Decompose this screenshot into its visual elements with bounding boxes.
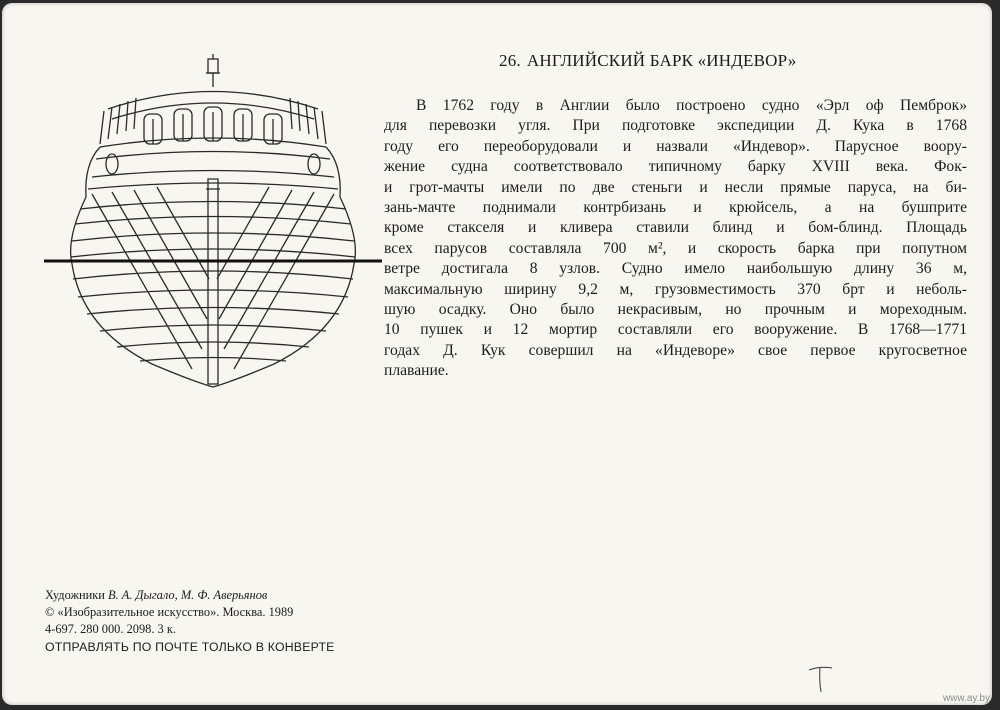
description-line: зань-мачте поднимали контрбизань и крюйсель, а на бушприте (384, 198, 967, 216)
artists-names: В. А. Дыгало, М. Ф. Аверьянов (108, 588, 268, 602)
rudder (208, 179, 218, 384)
print-code-line: 4-697. 280 000. 2098. 3 к. (45, 622, 176, 637)
watermark: www.ay.by (942, 693, 990, 704)
description-line: годах Д. Кук совершил на «Индеворе» свое первое кругосветное (384, 341, 967, 359)
description-line: кроме стакселя и кливера ставили блинд и бом-блинд. Площадь (384, 219, 967, 237)
handwritten-mark (806, 660, 836, 694)
description-line: для перевозки угля. При подготовке экспедиции Д. Кука в 1768 (384, 117, 967, 135)
ship-stern-illustration (42, 49, 387, 394)
railing-right (290, 98, 326, 144)
artists-prefix: Художники (45, 588, 105, 602)
railing-left (100, 98, 136, 144)
description-text (384, 96, 967, 381)
description-line: шую осадку. Оно было некрасивым, но прочным и мореходным. (384, 300, 967, 318)
description-line: плавание. (384, 362, 449, 380)
description-line: и грот-мачты имели по две стеньги и несли прямые паруса, на би- (384, 178, 967, 196)
lantern-icon (206, 54, 220, 87)
credits-block (45, 587, 335, 656)
mail-note: ОТПРАВЛЯТЬ ПО ПОЧТЕ ТОЛЬКО В КОНВЕРТЕ (45, 639, 335, 654)
card-title (499, 51, 796, 71)
description-line: 10 пушек и 12 мортир составляли его вооружение. В 1768—1771 (384, 321, 967, 339)
description-line: жение судна соответствовало типичному барку XVIII века. Фок- (384, 158, 967, 176)
description-line: максимальную ширину 9,2 м, грузовместимость 370 брт и неболь- (384, 280, 967, 298)
publisher-line: © «Изобразительное искусство». Москва. 1989 (45, 605, 294, 620)
description-line: всех парусов составляла 700 м², и скорость барка при попутном (384, 239, 967, 257)
description-line: В 1762 году в Англии было построено судно «Эрл оф Пемброк» (416, 97, 967, 114)
card-number: 26. (499, 51, 521, 70)
card-heading: АНГЛИЙСКИЙ БАРК «ИНДЕВОР» (526, 51, 797, 70)
artists-line (45, 587, 335, 604)
description-line: ветре достигала 8 узлов. Судно имело наибольшую длину 36 м, (384, 260, 967, 278)
postcard (2, 3, 992, 705)
description-line: году его переоборудовали и назвали «Индевор». Парусное воору- (384, 137, 967, 155)
